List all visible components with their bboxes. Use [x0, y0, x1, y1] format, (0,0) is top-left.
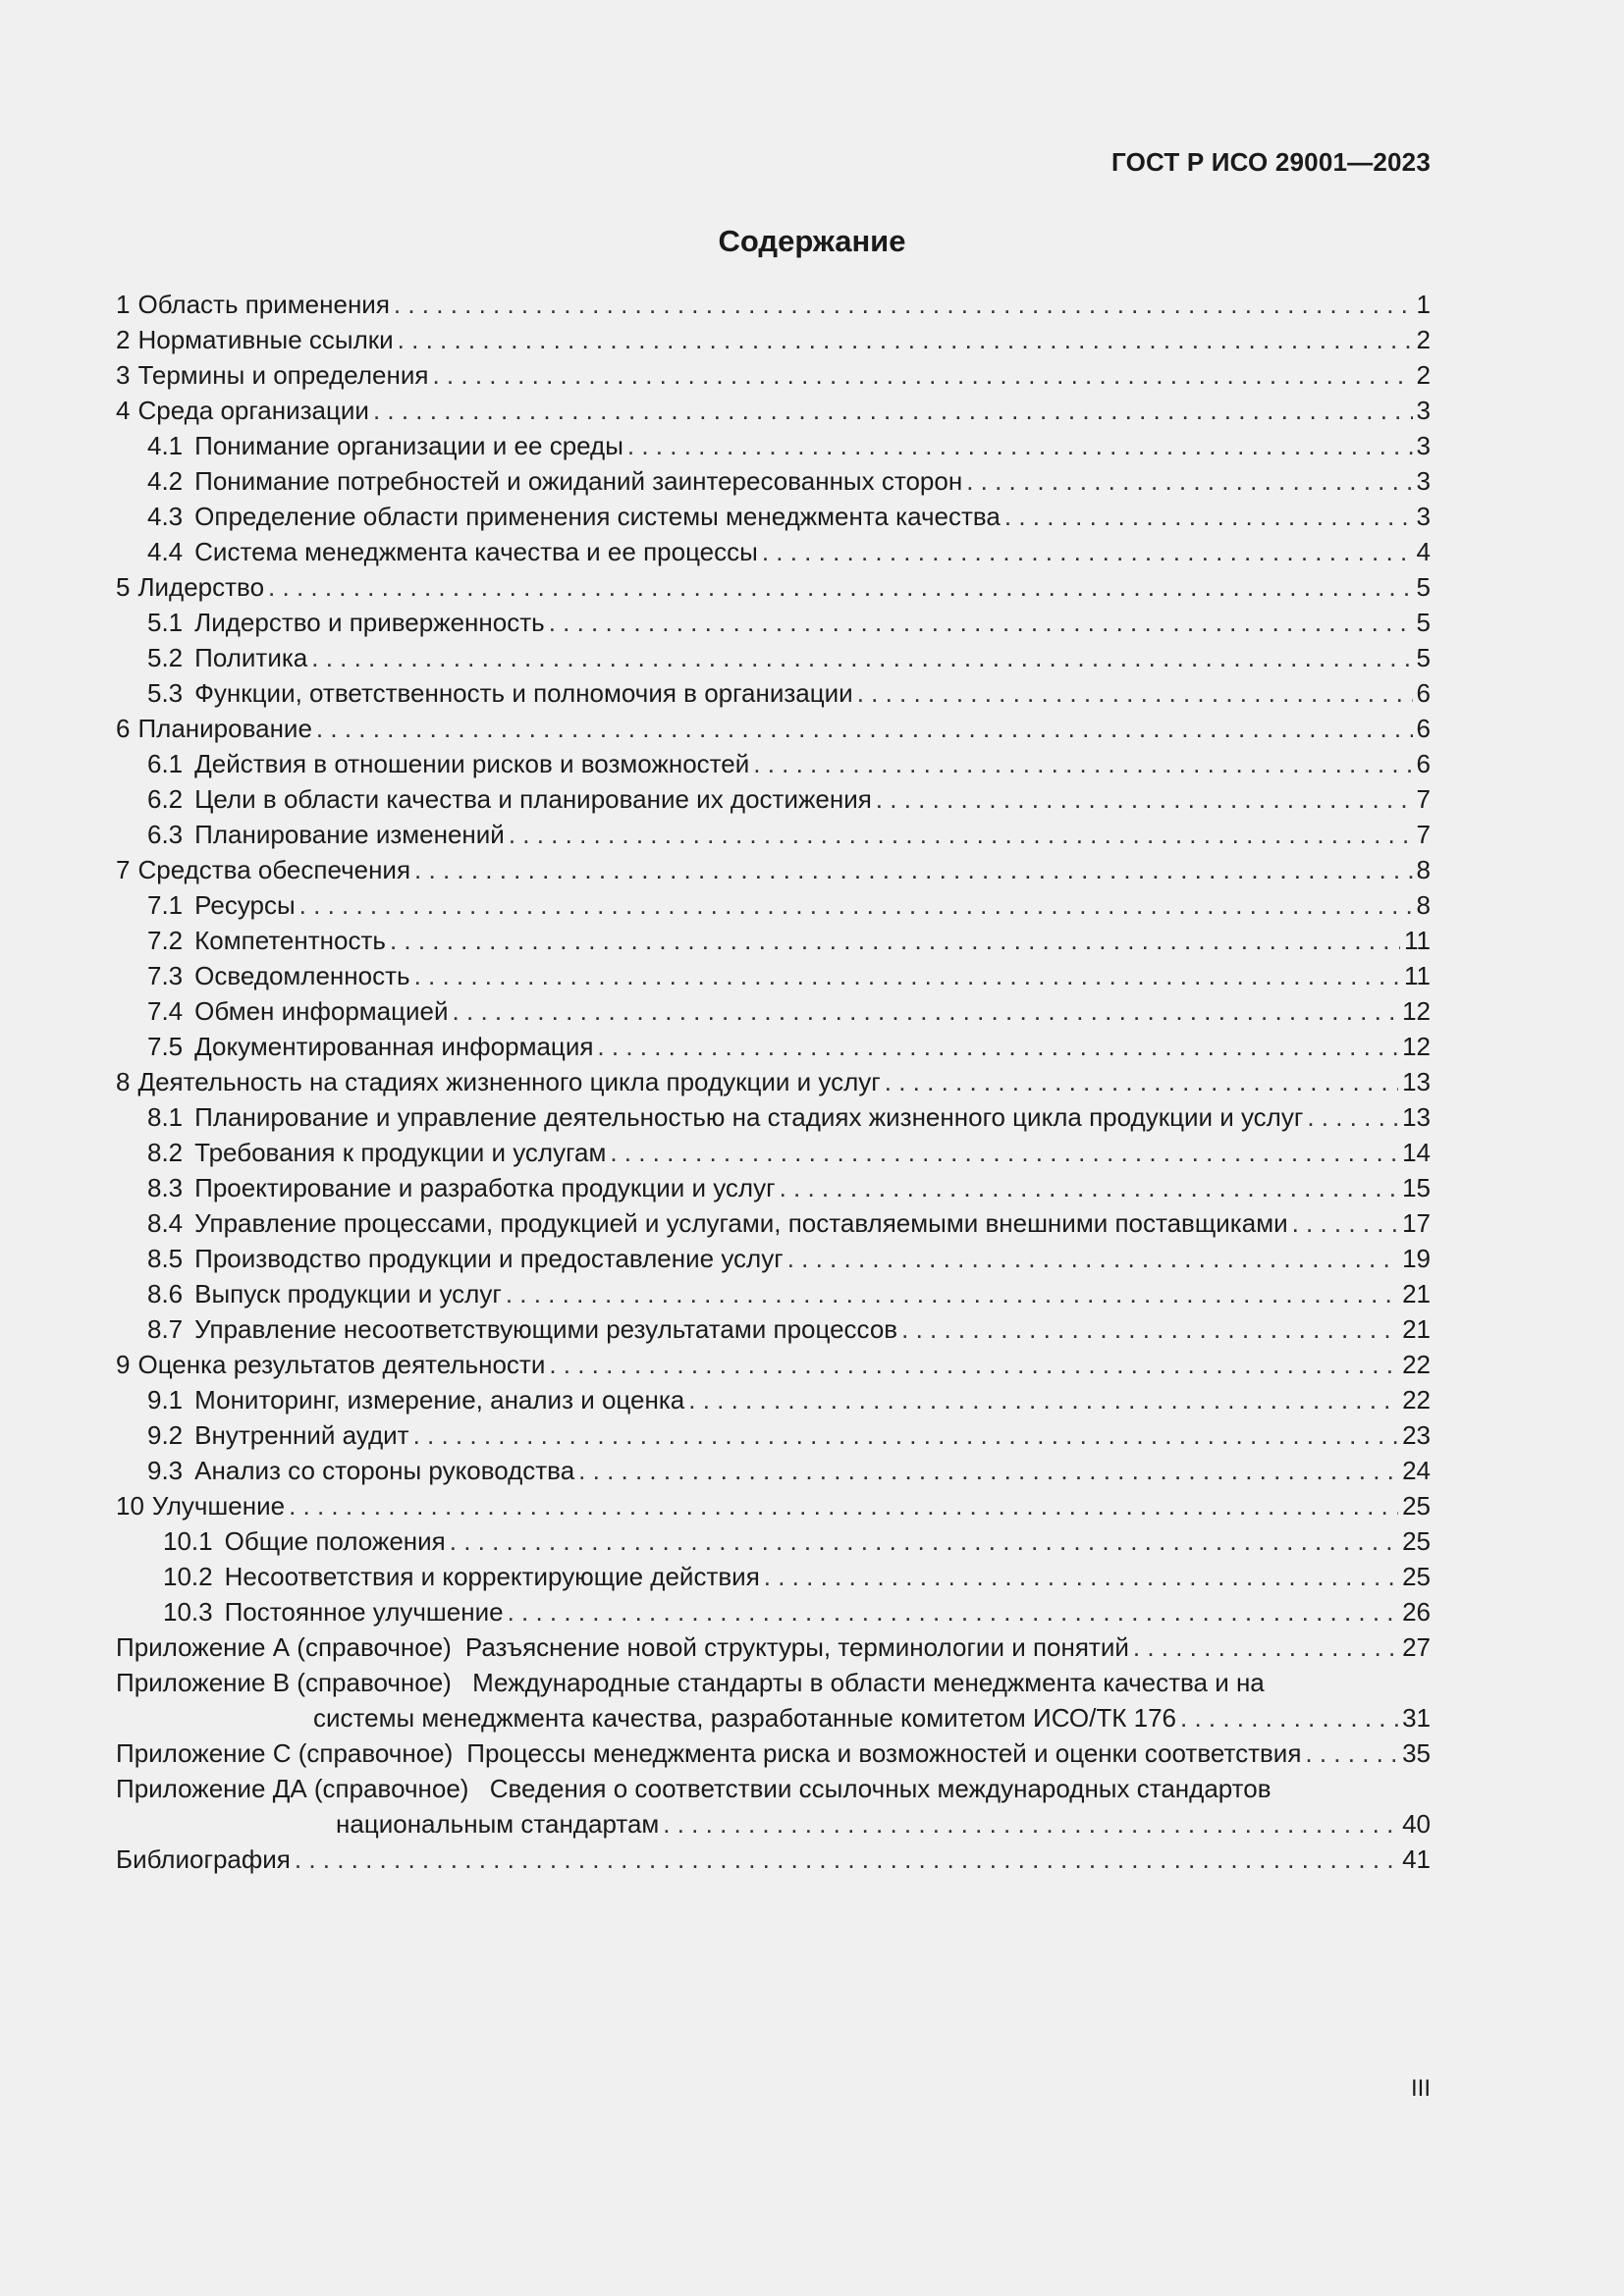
leader-dots: [549, 605, 1413, 640]
leader-dots: [857, 675, 1413, 711]
toc-entry-page: 21: [1402, 1279, 1431, 1308]
toc-entry-label: Управление процессами, продукцией и услугами, поставляемыми внешними поставщиками: [194, 1208, 1288, 1238]
toc-entry-number: 10.3: [163, 1597, 213, 1627]
annex-label-line2: национальным стандартам: [336, 1809, 660, 1839]
bibliography-label: Библиография: [116, 1844, 291, 1874]
page-title: Содержание: [718, 224, 906, 258]
toc-entry[interactable]: [116, 428, 1431, 463]
toc-annex-b[interactable]: [116, 1665, 1431, 1735]
toc-entry-number: 8.5: [147, 1244, 184, 1273]
toc-entry-label: Понимание организации и ее среды: [194, 431, 623, 460]
toc-entry-number: 4.2: [147, 466, 184, 496]
toc-entry-label: Оценка результатов деятельности: [137, 1350, 546, 1379]
toc-entry[interactable]: [116, 1276, 1431, 1311]
toc-entry[interactable]: [116, 817, 1431, 852]
toc-entry-number: 5.2: [147, 643, 184, 672]
toc-entry-page: 3: [1416, 466, 1431, 496]
toc-entry-label: Анализ со стороны руководства: [194, 1456, 575, 1485]
toc-entry[interactable]: [116, 287, 1431, 322]
toc-entry-page: 24: [1402, 1456, 1431, 1485]
toc-entry-page: 3: [1416, 396, 1431, 425]
toc-entry-number: 9.3: [147, 1456, 184, 1485]
leader-dots: [901, 1311, 1398, 1347]
leader-dots: [394, 287, 1413, 322]
toc-entry-label: Средства обеспечения: [137, 855, 411, 884]
bibliography-page: 41: [1402, 1844, 1431, 1874]
toc-entry-page: 21: [1402, 1314, 1431, 1344]
toc-entry-label: Лидерство и приверженность: [194, 608, 545, 637]
toc-entry-page: 23: [1402, 1420, 1431, 1450]
toc-entry[interactable]: [116, 1382, 1431, 1417]
toc-entry-page: 25: [1402, 1526, 1431, 1556]
toc-entry-number: 1: [116, 290, 131, 319]
toc-entry-number: 9: [116, 1350, 131, 1379]
leader-dots: [414, 958, 1400, 993]
toc-entry-label: Требования к продукции и услугам: [194, 1138, 607, 1167]
leader-dots: [1004, 499, 1413, 534]
leader-dots: [610, 1135, 1398, 1170]
leader-dots: [762, 534, 1413, 569]
toc-entry[interactable]: [116, 746, 1431, 781]
toc-entry-page: 13: [1402, 1102, 1431, 1132]
annex-prefix: Приложение А (справочное): [116, 1632, 452, 1662]
toc-entry-page: 6: [1416, 749, 1431, 778]
leader-dots: [876, 781, 1413, 817]
toc-entry-page: 22: [1402, 1385, 1431, 1415]
toc-entry-page: 19: [1402, 1244, 1431, 1273]
toc-entry-label: Политика: [194, 643, 308, 672]
toc-entry-number: 7.3: [147, 961, 184, 990]
leader-dots: [597, 1029, 1398, 1064]
toc-entry-label: Несоответствия и корректирующие действия: [224, 1562, 760, 1591]
toc-entry[interactable]: [116, 993, 1431, 1029]
toc-entry-label: Понимание потребностей и ожиданий заинтересованных сторон: [194, 466, 963, 496]
toc-entry-label: Система менеджмента качества и ее процессы: [194, 537, 758, 566]
leader-dots: [1180, 1700, 1398, 1735]
leader-dots: [289, 1488, 1398, 1523]
leader-dots: [299, 887, 1413, 923]
toc-entry-label: Проектирование и разработка продукции и услуг: [194, 1173, 776, 1202]
annex-page: 40: [1402, 1809, 1431, 1839]
toc-entry[interactable]: [116, 393, 1431, 428]
leader-dots: [316, 711, 1413, 746]
toc-entry-label: Деятельность на стадиях жизненного цикла продукции и услуг: [137, 1067, 881, 1096]
toc-entry-number: 6.1: [147, 749, 184, 778]
toc-entry-number: 4.1: [147, 431, 184, 460]
toc-entry-label: Мониторинг, измерение, анализ и оценка: [194, 1385, 685, 1415]
toc-entry-page: 6: [1416, 678, 1431, 708]
toc-entry[interactable]: [116, 463, 1431, 499]
page-number: III: [1410, 2075, 1431, 2102]
toc-entry-number: 9.2: [147, 1420, 184, 1450]
toc-entry-page: 25: [1402, 1562, 1431, 1591]
toc-entry-page: 22: [1402, 1350, 1431, 1379]
standard-designation: ГОСТ Р ИСО 29001—2023: [1110, 147, 1431, 177]
toc-entry-number: 6.3: [147, 820, 184, 849]
toc-entry-label: Компетентность: [194, 926, 386, 955]
toc-annex-da[interactable]: [116, 1771, 1431, 1842]
leader-dots: [753, 746, 1412, 781]
toc-entry[interactable]: [116, 675, 1431, 711]
toc-entry-page: 17: [1402, 1208, 1431, 1238]
toc-entry-label: Среда организации: [137, 396, 369, 425]
toc-entry-label: Область применения: [137, 290, 390, 319]
toc-entry-page: 1: [1416, 290, 1431, 319]
toc-entry-label: Ресурсы: [194, 890, 296, 920]
toc-entry[interactable]: [116, 322, 1431, 357]
toc-entry[interactable]: [116, 1594, 1431, 1629]
annex-label-line1: Сведения о соответствии ссылочных международных стандартов: [489, 1774, 1272, 1803]
toc-entry-number: 4.3: [147, 502, 184, 531]
toc-entry[interactable]: [116, 1311, 1431, 1347]
toc-entry-label: Внутренний аудит: [194, 1420, 409, 1450]
leader-dots: [432, 357, 1412, 393]
toc-entry-page: 6: [1416, 714, 1431, 743]
toc-entry-page: 11: [1404, 926, 1431, 955]
toc-entry-number: 8.6: [147, 1279, 184, 1308]
leader-dots: [390, 923, 1400, 958]
toc-entry-label: Определение области применения системы менеджмента качества: [194, 502, 1001, 531]
toc-entry-label: Нормативные ссылки: [137, 325, 394, 354]
toc-entry-page: 12: [1402, 996, 1431, 1026]
leader-dots: [450, 1523, 1398, 1559]
toc-entry-page: 7: [1416, 820, 1431, 849]
annex-label-line2: системы менеджмента качества, разработанные комитетом ИСО/ТК 176: [313, 1703, 1176, 1733]
leader-dots: [414, 852, 1412, 887]
annex-prefix: Приложение ДА (справочное): [116, 1774, 469, 1803]
toc-entry[interactable]: [116, 605, 1431, 640]
toc-entry-label: Улучшение: [151, 1491, 286, 1521]
toc-entry[interactable]: [116, 499, 1431, 534]
leader-dots: [268, 569, 1412, 605]
toc-entry-label: Цели в области качества и планирование их достижения: [194, 784, 872, 814]
toc-entry[interactable]: [116, 1135, 1431, 1170]
leader-dots: [1305, 1735, 1398, 1771]
toc-entry-page: 26: [1402, 1597, 1431, 1627]
leader-dots: [688, 1382, 1398, 1417]
annex-page: 31: [1402, 1703, 1431, 1733]
toc-entry[interactable]: [116, 569, 1431, 605]
leader-dots: [787, 1241, 1398, 1276]
toc-entry-number: 9.1: [147, 1385, 184, 1415]
toc-entry[interactable]: [116, 1064, 1431, 1099]
toc-entry-number: 4.4: [147, 537, 184, 566]
leader-dots: [549, 1347, 1398, 1382]
toc-entry-number: 4: [116, 396, 131, 425]
toc-entry[interactable]: [116, 852, 1431, 887]
leader-dots: [311, 640, 1412, 675]
toc-entry[interactable]: [116, 1029, 1431, 1064]
toc-entry-number: 2: [116, 325, 131, 354]
toc-rows: [116, 287, 1431, 1629]
leader-dots: [885, 1064, 1398, 1099]
leader-dots: [966, 463, 1412, 499]
toc-entry[interactable]: [116, 357, 1431, 393]
leader-dots: [295, 1842, 1398, 1877]
leader-dots: [780, 1170, 1399, 1205]
toc-entry-number: 5: [116, 572, 131, 602]
toc-entry-label: Производство продукции и предоставление услуг: [194, 1244, 784, 1273]
leader-dots: [627, 428, 1413, 463]
leader-dots: [1292, 1205, 1398, 1241]
leader-dots: [506, 1276, 1398, 1311]
toc-entry-number: 8.4: [147, 1208, 184, 1238]
toc-entry-page: 3: [1416, 502, 1431, 531]
toc-entry[interactable]: [116, 534, 1431, 569]
toc-entry-label: Планирование и управление деятельностью на стадиях жизненного цикла продукции и услуг: [194, 1102, 1304, 1132]
toc-entry[interactable]: [116, 1453, 1431, 1488]
toc-entry-label: Планирование изменений: [194, 820, 505, 849]
toc-entry-page: 8: [1416, 855, 1431, 884]
toc-entry-page: 4: [1416, 537, 1431, 566]
annex-prefix: Приложение В (справочное): [116, 1668, 452, 1697]
leader-dots: [453, 993, 1399, 1029]
toc-entry-number: 7: [116, 855, 131, 884]
toc-entry-number: 10: [116, 1491, 144, 1521]
toc-entry-page: 5: [1416, 572, 1431, 602]
toc-entry-page: 3: [1416, 431, 1431, 460]
toc-entry[interactable]: [116, 1559, 1431, 1594]
annex-label-line1: Международные стандарты в области менеджмента качества и на: [472, 1668, 1265, 1697]
toc-entry-number: 8.2: [147, 1138, 184, 1167]
toc-entry-label: Действия в отношении рисков и возможностей: [194, 749, 750, 778]
leader-dots: [509, 817, 1413, 852]
toc-entry-page: 25: [1402, 1491, 1431, 1521]
toc-entry-label: Общие положения: [224, 1526, 446, 1556]
toc-entry-page: 5: [1416, 608, 1431, 637]
toc-entry-number: 7.4: [147, 996, 184, 1026]
toc-entry-number: 8: [116, 1067, 131, 1096]
toc-entry-label: Осведомленность: [194, 961, 410, 990]
annex-prefix: Приложение С (справочное): [116, 1738, 454, 1768]
toc-entry-page: 15: [1402, 1173, 1431, 1202]
toc-entry-label: Планирование: [137, 714, 312, 743]
toc-entry-label: Термины и определения: [137, 360, 429, 390]
toc-entry-number: 10.1: [163, 1526, 213, 1556]
toc-entry-number: 6.2: [147, 784, 184, 814]
leader-dots: [508, 1594, 1399, 1629]
toc-entry-number: 7.2: [147, 926, 184, 955]
toc-entry[interactable]: [116, 1347, 1431, 1382]
toc-entry-page: 12: [1402, 1032, 1431, 1061]
toc-entry-number: 7.5: [147, 1032, 184, 1061]
toc-entry-label: Управление несоответствующими результатами процессов: [194, 1314, 898, 1344]
table-of-contents: [116, 287, 1431, 1877]
toc-entry-number: 8.3: [147, 1173, 184, 1202]
toc-entry[interactable]: [116, 1170, 1431, 1205]
toc-entry-page: 2: [1416, 325, 1431, 354]
toc-entry[interactable]: [116, 1205, 1431, 1241]
toc-entry-page: 8: [1416, 890, 1431, 920]
toc-annex-a[interactable]: [116, 1629, 1431, 1665]
toc-bibliography[interactable]: [116, 1842, 1431, 1877]
toc-entry-number: 8.1: [147, 1102, 184, 1132]
toc-entry[interactable]: [116, 1099, 1431, 1135]
leader-dots: [373, 393, 1413, 428]
leader-dots: [764, 1559, 1398, 1594]
toc-entry[interactable]: [116, 1523, 1431, 1559]
toc-entry-page: 2: [1416, 360, 1431, 390]
leader-dots: [1307, 1099, 1398, 1135]
toc-entry[interactable]: [116, 781, 1431, 817]
toc-annex-c[interactable]: [116, 1735, 1431, 1771]
toc-entry[interactable]: [116, 711, 1431, 746]
toc-entry-label: Выпуск продукции и услуг: [194, 1279, 502, 1308]
toc-entry[interactable]: [116, 1417, 1431, 1453]
toc-entry[interactable]: [116, 1488, 1431, 1523]
toc-entry-page: 13: [1402, 1067, 1431, 1096]
toc-entry-number: 5.1: [147, 608, 184, 637]
annex-page: 27: [1402, 1632, 1431, 1662]
toc-entry-label: Лидерство: [137, 572, 265, 602]
leader-dots: [578, 1453, 1398, 1488]
toc-entry-number: 3: [116, 360, 131, 390]
toc-entry-number: 7.1: [147, 890, 184, 920]
toc-entry-page: 14: [1402, 1138, 1431, 1167]
leader-dots: [1133, 1629, 1398, 1665]
annex-page: 35: [1402, 1738, 1431, 1768]
leader-dots: [663, 1806, 1398, 1842]
toc-entry[interactable]: [116, 923, 1431, 958]
toc-entry-number: 10.2: [163, 1562, 213, 1591]
toc-entry-page: 11: [1404, 961, 1431, 990]
toc-entry-page: 5: [1416, 643, 1431, 672]
annex-label: Разъяснение новой структуры, терминологии и понятий: [464, 1632, 1129, 1662]
leader-dots: [413, 1417, 1398, 1453]
toc-entry-label: Обмен информацией: [194, 996, 449, 1026]
toc-entry-number: 8.7: [147, 1314, 184, 1344]
toc-entry[interactable]: [116, 1241, 1431, 1276]
toc-entry[interactable]: [116, 958, 1431, 993]
toc-entry-number: 5.3: [147, 678, 184, 708]
toc-entry-number: 6: [116, 714, 131, 743]
annex-label: Процессы менеджмента риска и возможностей и оценки соответствия: [466, 1738, 1302, 1768]
toc-entry-page: 7: [1416, 784, 1431, 814]
toc-entry[interactable]: [116, 640, 1431, 675]
toc-entry-label: Функции, ответственность и полномочия в организации: [194, 678, 853, 708]
toc-entry-label: Документированная информация: [194, 1032, 594, 1061]
leader-dots: [398, 322, 1413, 357]
toc-entry-label: Постоянное улучшение: [224, 1597, 504, 1627]
toc-entry[interactable]: [116, 887, 1431, 923]
